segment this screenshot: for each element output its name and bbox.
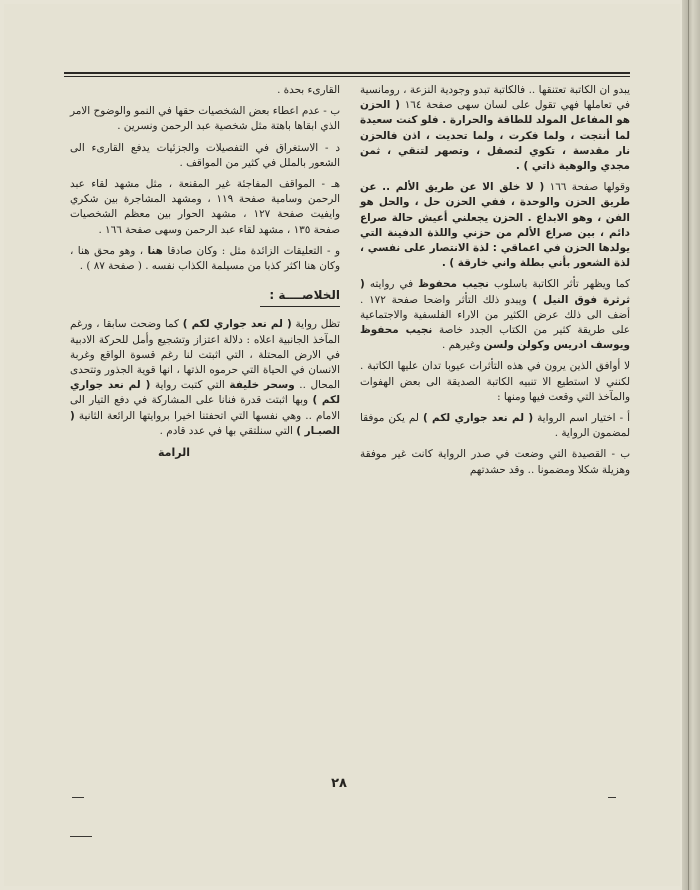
top-rule [64,72,630,77]
paragraph: وقولها صفحة ١٦٦ ( لا خلق الا عن طريق الألم .. عن طريق الحزن والوحدة ، ففي الحزن حل ، والحل هو الفن ، وهو الابداع . الحزن يجعلني أعيش حالة صراع دائم ، بين صراع الألم من حزني واللذة الدفينة التي يولدها الحزن في اعماقي : لذة الانتصار على نفسي ، لذة الشعور بأني بطلة واني خارقة ) . [360,181,630,270]
paragraph: ب - عدم اعطاء بعض الشخصيات حقها في النمو والوضوح الامر الذي ابقاها باهتة مثل شخصية عبد الرحمن ونسرين . [70,105,340,133]
quote: ( لا خلق الا عن طريق الألم .. عن طريق الحزن والوحدة ، ففي الحزن حل ، والحل هو الفن ، وهو الابداع . الحزن يجعلني أعيش حالة صراع دائم ، بين صراع الألم من حزني واللذة الدفينة التي يولدها الحزن في اعماقي : لذة الانتصار على نفسي ، لذة الشعور بأني بطلة واني خارقة ) . [360,181,630,270]
paragraph: كما ويظهر تأثر الكاتبة باسلوب نجيب محفوظ في روايته ( ثرثرة فوق النيل ) ويبدو ذلك التأثر واضحا صفحة ١٧٢ . أضف الى ذلك عرض الكثير من الاراء الفلسفية والاجتماعية على طريقة كثير من الكتاب الجدد خاصة نجيب محفوظ ويوسف ادريس وكولن ولسن وغيرهم . [360,278,631,352]
paragraph: يبدو ان الكاتبة تعتنقها .. فالكاتبة تبدو وجودية النزعة ، رومانسية في تعاملها فهي تقول على لسان سهى صفحة ١٦٤ ( الحزن هو المفاعل المولد للطاقة والحرارة . فلو كنت سعيدة لما أنتجت ، ولما فكرت ، ولما تحديت ، اذن فالحزن نار مقدسة ، تكوي لتصقل ، وتصهر لتنقي ، ثمن مجدي والوهية ذاتي ) . [360,84,630,173]
scan-mark [608,797,616,798]
left-column [70,83,340,460]
page-edge [682,0,700,890]
scan-mark [72,797,84,798]
paragraph: د - الاستغراق في التفصيلات والجزئيات يدفع القارىء الى الشعور بالملل في كثير من المواقف . [70,141,340,169]
quote: ( الحزن هو المفاعل المولد للطاقة والحرارة . فلو كنت سعيدة لما أنتجت ، ولما فكرت ، ولما تحديت ، اذن فالحزن نار مقدسة ، تكوي لتصقل ، وتصهر لتنقي ، ثمن مجدي والوهية ذاتي ) . [360,99,630,173]
paragraph: لا أوافق الذين يرون في هذه التأثرات عيوبا تدان عليها الكاتبة . لكنني لا استطيع الا تنبيه الكاتبة الصديقة الى بعض الهفوات والمآخذ التي وقعت فيها ومنها : [360,360,630,403]
right-column [360,83,630,484]
paragraph: القارىء بحدة . [277,84,340,96]
scan-mark [70,836,92,837]
paragraph: و - التعليقات الزائدة مثل : وكان صادقا هنا ، وهو محق هنا ، وكان هنا اكثر كذبا من مسيلمة الكذاب نفسه . ( صفحة ٨٧ ) . [70,244,340,273]
paragraph: ب - القصيدة التي وضعت في صدر الرواية كانت غير موفقة وهزيلة شكلا ومضمونا .. وقد حشدتهم [360,448,630,476]
author-signature: الرامة [158,446,190,460]
paragraph: أ - اختيار اسم الرواية ( لم نعد جواري لكم ) لم يكن موفقا لمضمون الرواية . [360,412,630,440]
page-number: ٢٨ [331,776,347,791]
section-heading: الخلاصــــة : [260,288,340,307]
paragraph: هـ - المواقف المفاجئة غير المقنعة ، مثل مشهد لقاء عبد الرحمن وسامية صفحة ١١٩ ، ومشهد المشاجرة بين شكري وايفيت صفحة ١٢٧ ، مشهد الحوار بين معظم الشخصيات صفحة ١٣٥ ، مشهد لقاء عبد الرحمن وسهى صفحة ١٦٦ . [70,178,341,236]
paragraph: تظل رواية ( لم نعد جواري لكم ) كما وضحت سابقا ، ورغم المآخذ الجانبية اعلاه : دلالة اعتزاز وتشجيع وأمل للحركة الادبية في الارض المحتلة ، التي اثبتت لنا رغم قسوة الواقع وغربة الانسان في الحياة التي حرموه الذتها ، انها قوية الجذور وتتحدى المحال .. وسحر خليفة التي كتبت رواية ( لم نعد جواري لكم ) وبها اثبتت قدرة فنانا على المشاركة في دفع التيار الى الامام .. وهي نفسها التي اتحفتنا اخيرا بروايتها الرائعة الثانية ( الصبـار ) التي سنلتقي بها في عدد قادم . [70,318,341,437]
